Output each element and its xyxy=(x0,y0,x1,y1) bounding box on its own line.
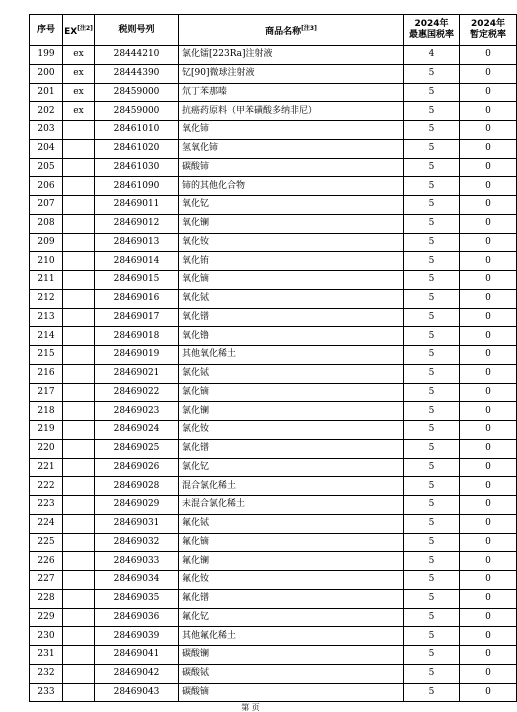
cell-serial-number: 203 xyxy=(30,121,63,140)
page-footer: 第 页 xyxy=(241,703,260,712)
cell-ex xyxy=(63,233,95,252)
header-tariff-code: 税则号列 xyxy=(95,15,179,46)
cell-ex xyxy=(63,214,95,233)
cell-product-name: 氧化钕 xyxy=(179,233,404,252)
cell-mfn-rate: 5 xyxy=(404,421,460,440)
cell-serial-number: 205 xyxy=(30,158,63,177)
cell-tariff-code: 28469019 xyxy=(95,346,179,365)
cell-ex xyxy=(63,496,95,515)
cell-tariff-code: 28469031 xyxy=(95,514,179,533)
cell-serial-number: 210 xyxy=(30,252,63,271)
cell-product-name: 氯化镨 xyxy=(179,439,404,458)
cell-mfn-rate: 5 xyxy=(404,402,460,421)
cell-ex xyxy=(63,177,95,196)
header-serial-number: 序号 xyxy=(30,15,63,46)
cell-tariff-code: 28469041 xyxy=(95,646,179,665)
cell-mfn-rate: 5 xyxy=(404,477,460,496)
table-row xyxy=(30,533,517,552)
table-row xyxy=(30,233,517,252)
table-row xyxy=(30,364,517,383)
cell-serial-number: 214 xyxy=(30,327,63,346)
cell-ex xyxy=(63,364,95,383)
cell-tariff-code: 28461010 xyxy=(95,121,179,140)
cell-mfn-rate: 5 xyxy=(404,64,460,83)
cell-product-name: 氧化镧 xyxy=(179,214,404,233)
cell-tariff-code: 28469023 xyxy=(95,402,179,421)
cell-serial-number: 216 xyxy=(30,364,63,383)
cell-provisional-rate: 0 xyxy=(460,102,517,121)
cell-tariff-code: 28469039 xyxy=(95,627,179,646)
table-row xyxy=(30,458,517,477)
cell-mfn-rate: 5 xyxy=(404,571,460,590)
cell-mfn-rate: 5 xyxy=(404,496,460,515)
table-row xyxy=(30,514,517,533)
cell-ex xyxy=(63,571,95,590)
cell-ex xyxy=(63,139,95,158)
table-row xyxy=(30,121,517,140)
table-row xyxy=(30,308,517,327)
cell-product-name: 抗癌药原料（甲苯磺酸多纳非尼） xyxy=(179,102,404,121)
cell-product-name: 氟化铽 xyxy=(179,514,404,533)
table-row xyxy=(30,289,517,308)
cell-mfn-rate: 5 xyxy=(404,683,460,702)
cell-provisional-rate: 0 xyxy=(460,364,517,383)
cell-ex: ex xyxy=(63,64,95,83)
cell-serial-number: 207 xyxy=(30,196,63,215)
cell-product-name: 氘丁苯那嗪 xyxy=(179,83,404,102)
cell-product-name: 氧化铽 xyxy=(179,289,404,308)
table-row xyxy=(30,683,517,702)
cell-provisional-rate: 0 xyxy=(460,83,517,102)
cell-serial-number: 223 xyxy=(30,496,63,515)
cell-provisional-rate: 0 xyxy=(460,177,517,196)
cell-mfn-rate: 5 xyxy=(404,589,460,608)
cell-product-name: 氧化钇 xyxy=(179,196,404,215)
table-row xyxy=(30,271,517,290)
cell-mfn-rate: 5 xyxy=(404,102,460,121)
cell-serial-number: 199 xyxy=(30,46,63,65)
cell-product-name: 氟化镧 xyxy=(179,552,404,571)
cell-serial-number: 225 xyxy=(30,533,63,552)
cell-product-name: 氯化镭[223Ra]注射液 xyxy=(179,46,404,65)
cell-provisional-rate: 0 xyxy=(460,627,517,646)
cell-product-name: 未混合氯化稀土 xyxy=(179,496,404,515)
cell-tariff-code: 28461030 xyxy=(95,158,179,177)
table-row xyxy=(30,571,517,590)
cell-ex xyxy=(63,627,95,646)
tariff-table xyxy=(29,14,517,702)
cell-mfn-rate: 5 xyxy=(404,121,460,140)
table-row xyxy=(30,496,517,515)
cell-serial-number: 219 xyxy=(30,421,63,440)
cell-serial-number: 228 xyxy=(30,589,63,608)
cell-tariff-code: 28459000 xyxy=(95,102,179,121)
cell-tariff-code: 28469016 xyxy=(95,289,179,308)
cell-provisional-rate: 0 xyxy=(460,158,517,177)
table-row xyxy=(30,402,517,421)
cell-serial-number: 204 xyxy=(30,139,63,158)
cell-mfn-rate: 5 xyxy=(404,646,460,665)
table-header-row xyxy=(30,15,517,46)
cell-serial-number: 202 xyxy=(30,102,63,121)
table-row xyxy=(30,439,517,458)
cell-serial-number: 222 xyxy=(30,477,63,496)
cell-product-name: 氟化钇 xyxy=(179,608,404,627)
cell-provisional-rate: 0 xyxy=(460,64,517,83)
cell-ex xyxy=(63,533,95,552)
cell-ex xyxy=(63,121,95,140)
cell-provisional-rate: 0 xyxy=(460,496,517,515)
cell-ex xyxy=(63,346,95,365)
cell-provisional-rate: 0 xyxy=(460,383,517,402)
cell-product-name: 碳酸镧 xyxy=(179,646,404,665)
cell-provisional-rate: 0 xyxy=(460,214,517,233)
cell-tariff-code: 28469036 xyxy=(95,608,179,627)
cell-product-name: 碳酸铽 xyxy=(179,664,404,683)
cell-tariff-code: 28469033 xyxy=(95,552,179,571)
cell-mfn-rate: 5 xyxy=(404,83,460,102)
table-row xyxy=(30,177,517,196)
cell-serial-number: 208 xyxy=(30,214,63,233)
cell-product-name: 氟化镨 xyxy=(179,589,404,608)
cell-tariff-code: 28469011 xyxy=(95,196,179,215)
cell-tariff-code: 28469028 xyxy=(95,477,179,496)
cell-mfn-rate: 5 xyxy=(404,308,460,327)
cell-ex xyxy=(63,252,95,271)
cell-ex xyxy=(63,383,95,402)
cell-serial-number: 233 xyxy=(30,683,63,702)
header-product-name: 商品名称[注3] xyxy=(179,15,404,46)
cell-ex xyxy=(63,158,95,177)
cell-tariff-code: 28469013 xyxy=(95,233,179,252)
cell-mfn-rate: 4 xyxy=(404,46,460,65)
table-body xyxy=(30,46,517,702)
cell-ex xyxy=(63,271,95,290)
cell-tariff-code: 28459000 xyxy=(95,83,179,102)
cell-tariff-code: 28461090 xyxy=(95,177,179,196)
cell-provisional-rate: 0 xyxy=(460,196,517,215)
cell-provisional-rate: 0 xyxy=(460,608,517,627)
header-name-note: [注3] xyxy=(301,24,317,32)
cell-provisional-rate: 0 xyxy=(460,402,517,421)
cell-product-name: 氧化镨 xyxy=(179,308,404,327)
cell-serial-number: 224 xyxy=(30,514,63,533)
cell-ex xyxy=(63,514,95,533)
cell-provisional-rate: 0 xyxy=(460,683,517,702)
cell-ex xyxy=(63,608,95,627)
cell-provisional-rate: 0 xyxy=(460,514,517,533)
cell-provisional-rate: 0 xyxy=(460,308,517,327)
cell-tariff-code: 28469026 xyxy=(95,458,179,477)
cell-tariff-code: 28469024 xyxy=(95,421,179,440)
cell-tariff-code: 28461020 xyxy=(95,139,179,158)
cell-ex: ex xyxy=(63,46,95,65)
cell-serial-number: 215 xyxy=(30,346,63,365)
cell-provisional-rate: 0 xyxy=(460,271,517,290)
cell-ex xyxy=(63,646,95,665)
cell-provisional-rate: 0 xyxy=(460,139,517,158)
cell-mfn-rate: 5 xyxy=(404,327,460,346)
cell-provisional-rate: 0 xyxy=(460,571,517,590)
cell-mfn-rate: 5 xyxy=(404,364,460,383)
header-ex: EX[注2] xyxy=(63,15,95,46)
cell-ex xyxy=(63,664,95,683)
cell-provisional-rate: 0 xyxy=(460,646,517,665)
cell-product-name: 氯化钕 xyxy=(179,421,404,440)
table-row xyxy=(30,83,517,102)
cell-mfn-rate: 5 xyxy=(404,289,460,308)
cell-provisional-rate: 0 xyxy=(460,346,517,365)
cell-ex xyxy=(63,589,95,608)
table-row xyxy=(30,608,517,627)
cell-serial-number: 213 xyxy=(30,308,63,327)
cell-serial-number: 209 xyxy=(30,233,63,252)
cell-ex xyxy=(63,552,95,571)
cell-serial-number: 220 xyxy=(30,439,63,458)
cell-provisional-rate: 0 xyxy=(460,664,517,683)
table-row xyxy=(30,327,517,346)
cell-tariff-code: 28469014 xyxy=(95,252,179,271)
table-row xyxy=(30,46,517,65)
cell-mfn-rate: 5 xyxy=(404,196,460,215)
cell-provisional-rate: 0 xyxy=(460,46,517,65)
cell-provisional-rate: 0 xyxy=(460,252,517,271)
cell-product-name: 氟化钕 xyxy=(179,571,404,590)
table-row xyxy=(30,346,517,365)
cell-tariff-code: 28469035 xyxy=(95,589,179,608)
cell-serial-number: 229 xyxy=(30,608,63,627)
cell-product-name: 氧化铕 xyxy=(179,252,404,271)
cell-mfn-rate: 5 xyxy=(404,458,460,477)
table-row xyxy=(30,646,517,665)
cell-serial-number: 231 xyxy=(30,646,63,665)
table-row xyxy=(30,102,517,121)
table-row xyxy=(30,477,517,496)
cell-tariff-code: 28469018 xyxy=(95,327,179,346)
cell-provisional-rate: 0 xyxy=(460,458,517,477)
cell-mfn-rate: 5 xyxy=(404,139,460,158)
cell-tariff-code: 28444390 xyxy=(95,64,179,83)
cell-mfn-rate: 5 xyxy=(404,346,460,365)
cell-serial-number: 217 xyxy=(30,383,63,402)
cell-tariff-code: 28469015 xyxy=(95,271,179,290)
cell-product-name: 氧化镝 xyxy=(179,271,404,290)
cell-provisional-rate: 0 xyxy=(460,533,517,552)
cell-serial-number: 201 xyxy=(30,83,63,102)
cell-mfn-rate: 5 xyxy=(404,627,460,646)
cell-serial-number: 226 xyxy=(30,552,63,571)
cell-product-name: 其他氟化稀土 xyxy=(179,627,404,646)
cell-ex xyxy=(63,458,95,477)
cell-mfn-rate: 5 xyxy=(404,233,460,252)
cell-ex xyxy=(63,327,95,346)
cell-provisional-rate: 0 xyxy=(460,327,517,346)
cell-mfn-rate: 5 xyxy=(404,514,460,533)
table-row xyxy=(30,383,517,402)
cell-ex xyxy=(63,308,95,327)
cell-ex xyxy=(63,402,95,421)
table-row xyxy=(30,214,517,233)
cell-tariff-code: 28469022 xyxy=(95,383,179,402)
cell-tariff-code: 28469017 xyxy=(95,308,179,327)
table-row xyxy=(30,421,517,440)
cell-serial-number: 230 xyxy=(30,627,63,646)
cell-provisional-rate: 0 xyxy=(460,289,517,308)
cell-mfn-rate: 5 xyxy=(404,252,460,271)
table-row xyxy=(30,252,517,271)
cell-tariff-code: 28469025 xyxy=(95,439,179,458)
cell-tariff-code: 28469012 xyxy=(95,214,179,233)
cell-serial-number: 218 xyxy=(30,402,63,421)
table-row xyxy=(30,139,517,158)
table-row xyxy=(30,158,517,177)
cell-product-name: 氟化镝 xyxy=(179,533,404,552)
cell-ex xyxy=(63,421,95,440)
cell-provisional-rate: 0 xyxy=(460,233,517,252)
cell-product-name: 铈的其他化合物 xyxy=(179,177,404,196)
cell-provisional-rate: 0 xyxy=(460,477,517,496)
cell-product-name: 氢氧化铈 xyxy=(179,139,404,158)
cell-provisional-rate: 0 xyxy=(460,552,517,571)
cell-product-name: 氯化镝 xyxy=(179,383,404,402)
cell-product-name: 碳酸铈 xyxy=(179,158,404,177)
cell-provisional-rate: 0 xyxy=(460,589,517,608)
cell-mfn-rate: 5 xyxy=(404,271,460,290)
cell-product-name: 碳酸镝 xyxy=(179,683,404,702)
header-provisional-rate: 2024年 暂定税率 xyxy=(460,15,517,46)
cell-tariff-code: 28469042 xyxy=(95,664,179,683)
cell-product-name: 钇[90]微球注射液 xyxy=(179,64,404,83)
table-row xyxy=(30,196,517,215)
cell-product-name: 氯化镧 xyxy=(179,402,404,421)
table-row xyxy=(30,664,517,683)
cell-product-name: 氧化镥 xyxy=(179,327,404,346)
cell-tariff-code: 28469043 xyxy=(95,683,179,702)
cell-serial-number: 200 xyxy=(30,64,63,83)
cell-mfn-rate: 5 xyxy=(404,533,460,552)
cell-mfn-rate: 5 xyxy=(404,214,460,233)
table-row xyxy=(30,589,517,608)
cell-serial-number: 206 xyxy=(30,177,63,196)
header-ex-note: [注2] xyxy=(77,24,93,32)
cell-product-name: 氧化铈 xyxy=(179,121,404,140)
cell-mfn-rate: 5 xyxy=(404,608,460,627)
cell-provisional-rate: 0 xyxy=(460,421,517,440)
header-mfn-rate: 2024年 最惠国税率 xyxy=(404,15,460,46)
table-row xyxy=(30,627,517,646)
cell-serial-number: 212 xyxy=(30,289,63,308)
cell-mfn-rate: 5 xyxy=(404,177,460,196)
cell-provisional-rate: 0 xyxy=(460,121,517,140)
cell-mfn-rate: 5 xyxy=(404,552,460,571)
cell-tariff-code: 28469034 xyxy=(95,571,179,590)
cell-ex xyxy=(63,477,95,496)
cell-provisional-rate: 0 xyxy=(460,439,517,458)
cell-ex xyxy=(63,289,95,308)
table-row xyxy=(30,552,517,571)
cell-mfn-rate: 5 xyxy=(404,158,460,177)
cell-ex xyxy=(63,196,95,215)
cell-mfn-rate: 5 xyxy=(404,664,460,683)
cell-product-name: 氯化铽 xyxy=(179,364,404,383)
cell-ex: ex xyxy=(63,102,95,121)
cell-serial-number: 232 xyxy=(30,664,63,683)
cell-serial-number: 211 xyxy=(30,271,63,290)
cell-tariff-code: 28469029 xyxy=(95,496,179,515)
cell-serial-number: 221 xyxy=(30,458,63,477)
cell-ex xyxy=(63,683,95,702)
cell-tariff-code: 28469032 xyxy=(95,533,179,552)
cell-product-name: 混合氯化稀土 xyxy=(179,477,404,496)
cell-product-name: 氯化钇 xyxy=(179,458,404,477)
cell-mfn-rate: 5 xyxy=(404,439,460,458)
cell-tariff-code: 28444210 xyxy=(95,46,179,65)
cell-mfn-rate: 5 xyxy=(404,383,460,402)
cell-tariff-code: 28469021 xyxy=(95,364,179,383)
cell-serial-number: 227 xyxy=(30,571,63,590)
cell-ex xyxy=(63,439,95,458)
cell-product-name: 其他氧化稀土 xyxy=(179,346,404,365)
table-row xyxy=(30,64,517,83)
cell-ex: ex xyxy=(63,83,95,102)
